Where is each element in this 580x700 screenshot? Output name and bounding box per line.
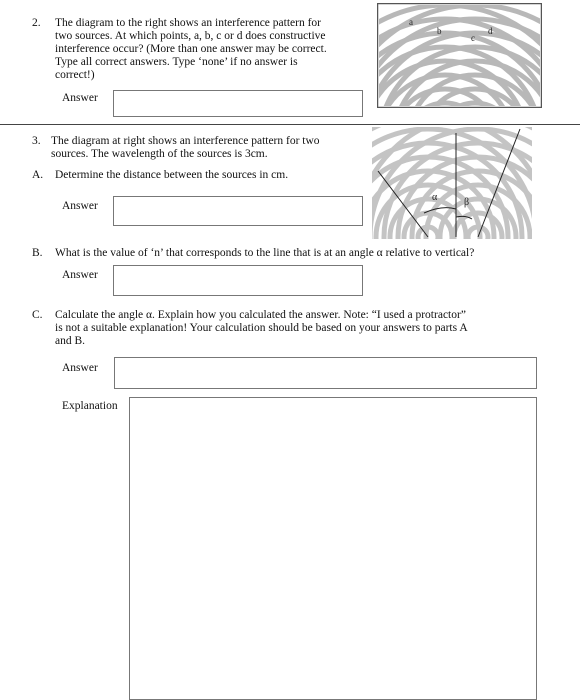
q2-answer-field[interactable] xyxy=(113,90,363,117)
q3-alpha-label: α xyxy=(432,192,438,203)
q3-intro-text: The diagram at right shows an interference pattern for two sources. The wavelength of the sources is 3cm. xyxy=(51,135,320,160)
q2-number: 2. xyxy=(32,17,41,29)
q3-number: 3. xyxy=(32,135,41,147)
q3-partA-text: Determine the distance between the sources in cm. xyxy=(55,169,289,181)
q3-partC-explanation-label: Explanation xyxy=(62,400,118,412)
q2-question-text: The diagram to the right shows an interference pattern for two sources. At which points, a, b, c or d does constructive interference occur? (More than one answer may be correct. Type all correct answers. Type ‘none’ if no answer is correct!) xyxy=(55,17,327,81)
q3-partB-text: What is the value of ‘n’ that corresponds to the line that is at an angle α relative to vertical? xyxy=(55,247,475,259)
q3-partB-letter: B. xyxy=(32,247,43,259)
q3-partA-answer-field[interactable] xyxy=(113,196,363,226)
q3-partA-letter: A. xyxy=(32,169,44,181)
q3-partA-answer-label: Answer xyxy=(62,200,98,212)
q2-point-a: a xyxy=(409,17,413,27)
q2-answer-label: Answer xyxy=(62,92,98,104)
q2-point-d: d xyxy=(488,26,493,36)
q3-beta-label: β xyxy=(464,197,470,208)
q2-point-b: b xyxy=(437,26,442,36)
q3-partC-answer-field[interactable] xyxy=(114,357,537,389)
q2-interference-diagram xyxy=(377,3,542,108)
q3-partC-explanation-field[interactable] xyxy=(129,397,537,700)
q3-partB-answer-field[interactable] xyxy=(113,265,363,296)
section-divider xyxy=(0,124,580,125)
q2-point-c: c xyxy=(471,33,475,43)
q3-partC-text: Calculate the angle α. Explain how you calculated the answer. Note: “I used a protractor” is not a suitable explanation! Your calculation should be based on your answers to parts A and B. xyxy=(55,309,468,347)
q3-interference-diagram xyxy=(372,127,532,239)
q3-partC-answer-label: Answer xyxy=(62,362,98,374)
q3-partB-answer-label: Answer xyxy=(62,269,98,281)
q3-partC-letter: C. xyxy=(32,309,43,321)
